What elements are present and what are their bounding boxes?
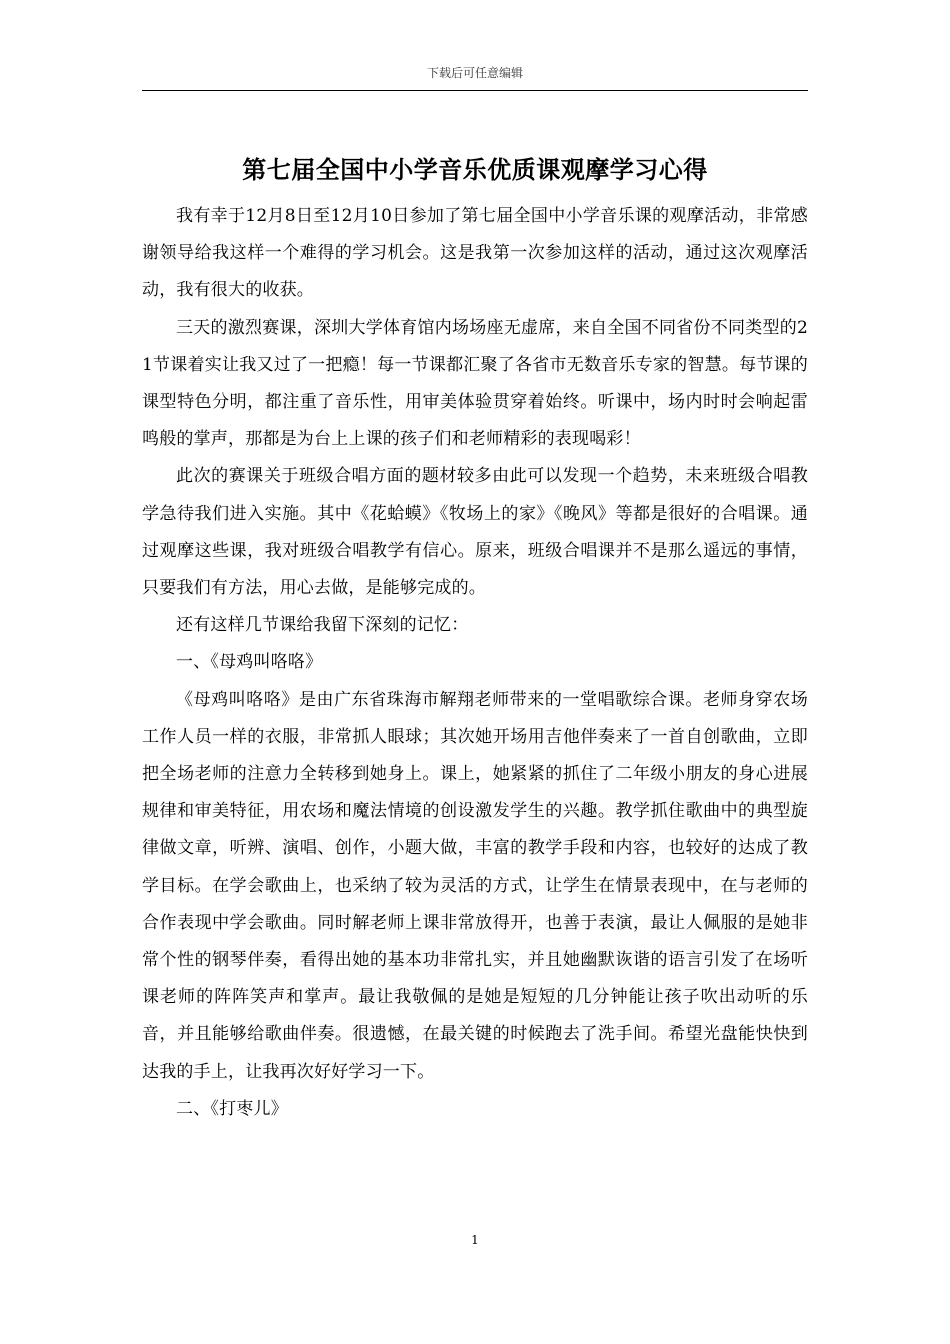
paragraph-intro: 我有幸于12月8日至12月10日参加了第七届全国中小学音乐课的观摩活动，非常感谢领导给我这样一个难得的学习机会。这是我第一次参加这样的活动，通过这次观摩活动，我有很大的收获。 — [142, 206, 808, 301]
paragraph-choral: 此次的赛课关于班级合唱方面的题材较多由此可以发现一个趋势，未来班级合唱教学急待我们进入实施。其中《花蛤蟆》《牧场上的家》《晚风》等都是很好的合唱课。通过观摩这些课，我对班级合唱教学有信心。原来，班级合唱课并不是那么遥远的事情，只要我们有方法，用心去做，是能够完成的。 — [142, 466, 808, 599]
section-heading-1: 一、《母鸡叫咯咯》 — [176, 652, 323, 673]
header-note: 下载后可任意编辑 — [426, 66, 523, 80]
section-heading-2: 二、《打枣儿》 — [176, 1098, 288, 1119]
page-number: 1 — [471, 1233, 479, 1247]
document-title: 第七届全国中小学音乐优质课观摩学习心得 — [242, 156, 708, 184]
paragraph-memorable-lessons: 还有这样几节课给我留下深刻的记忆： — [176, 615, 469, 636]
header-divider — [142, 90, 808, 91]
document-body — [142, 198, 808, 1128]
paragraph-lesson-1: 《母鸡叫咯咯》是由广东省珠海市解翔老师带来的一堂唱歌综合课。老师身穿农场工作人员一样的衣服，非常抓人眼球；其次她开场用吉他伴奏来了一首自创歌曲，立即把全场老师的注意力全转移到她身上。课上，她紧紧的抓住了二年级小朋友的身心进展规律和审美特征，用农场和魔法情境的创设激发学生的兴趣。教学抓住歌曲中的典型旋律做文章，听辨、演唱、创作，小题大做，丰富的教学手段和内容，也较好的达成了教学目标。在学会歌曲上，也采纳了较为灵活的方式，让学生在情景表现中，在与老师的合作表现中学会歌曲。同时解老师上课非常放得开，也善于表演，最让人佩服的是她非常个性的钢琴伴奏，看得出她的基本功非常扎实，并且她幽默诙谐的语言引发了在场听课老师的阵阵笑声和掌声。最让我敬佩的是她是短短的几分钟能让孩子吹出动听的乐音，并且能够给歌曲伴奏。很遗憾，在最关键的时候跑去了洗手间。希望光盘能快快到达我的手上，让我再次好好学习一下。 — [142, 689, 808, 1082]
paragraph-competition: 三天的激烈赛课，深圳大学体育馆内场场座无虚席，来自全国不同省份不同类型的21节课着实让我又过了一把瘾！每一节课都汇聚了各省市无数音乐专家的智慧。每节课的课型特色分明，都注重了音乐性，用审美体验贯穿着始终。听课中，场内时时会响起雷鸣般的掌声，那都是为台上上课的孩子们和老师精彩的表现喝彩！ — [142, 317, 808, 450]
